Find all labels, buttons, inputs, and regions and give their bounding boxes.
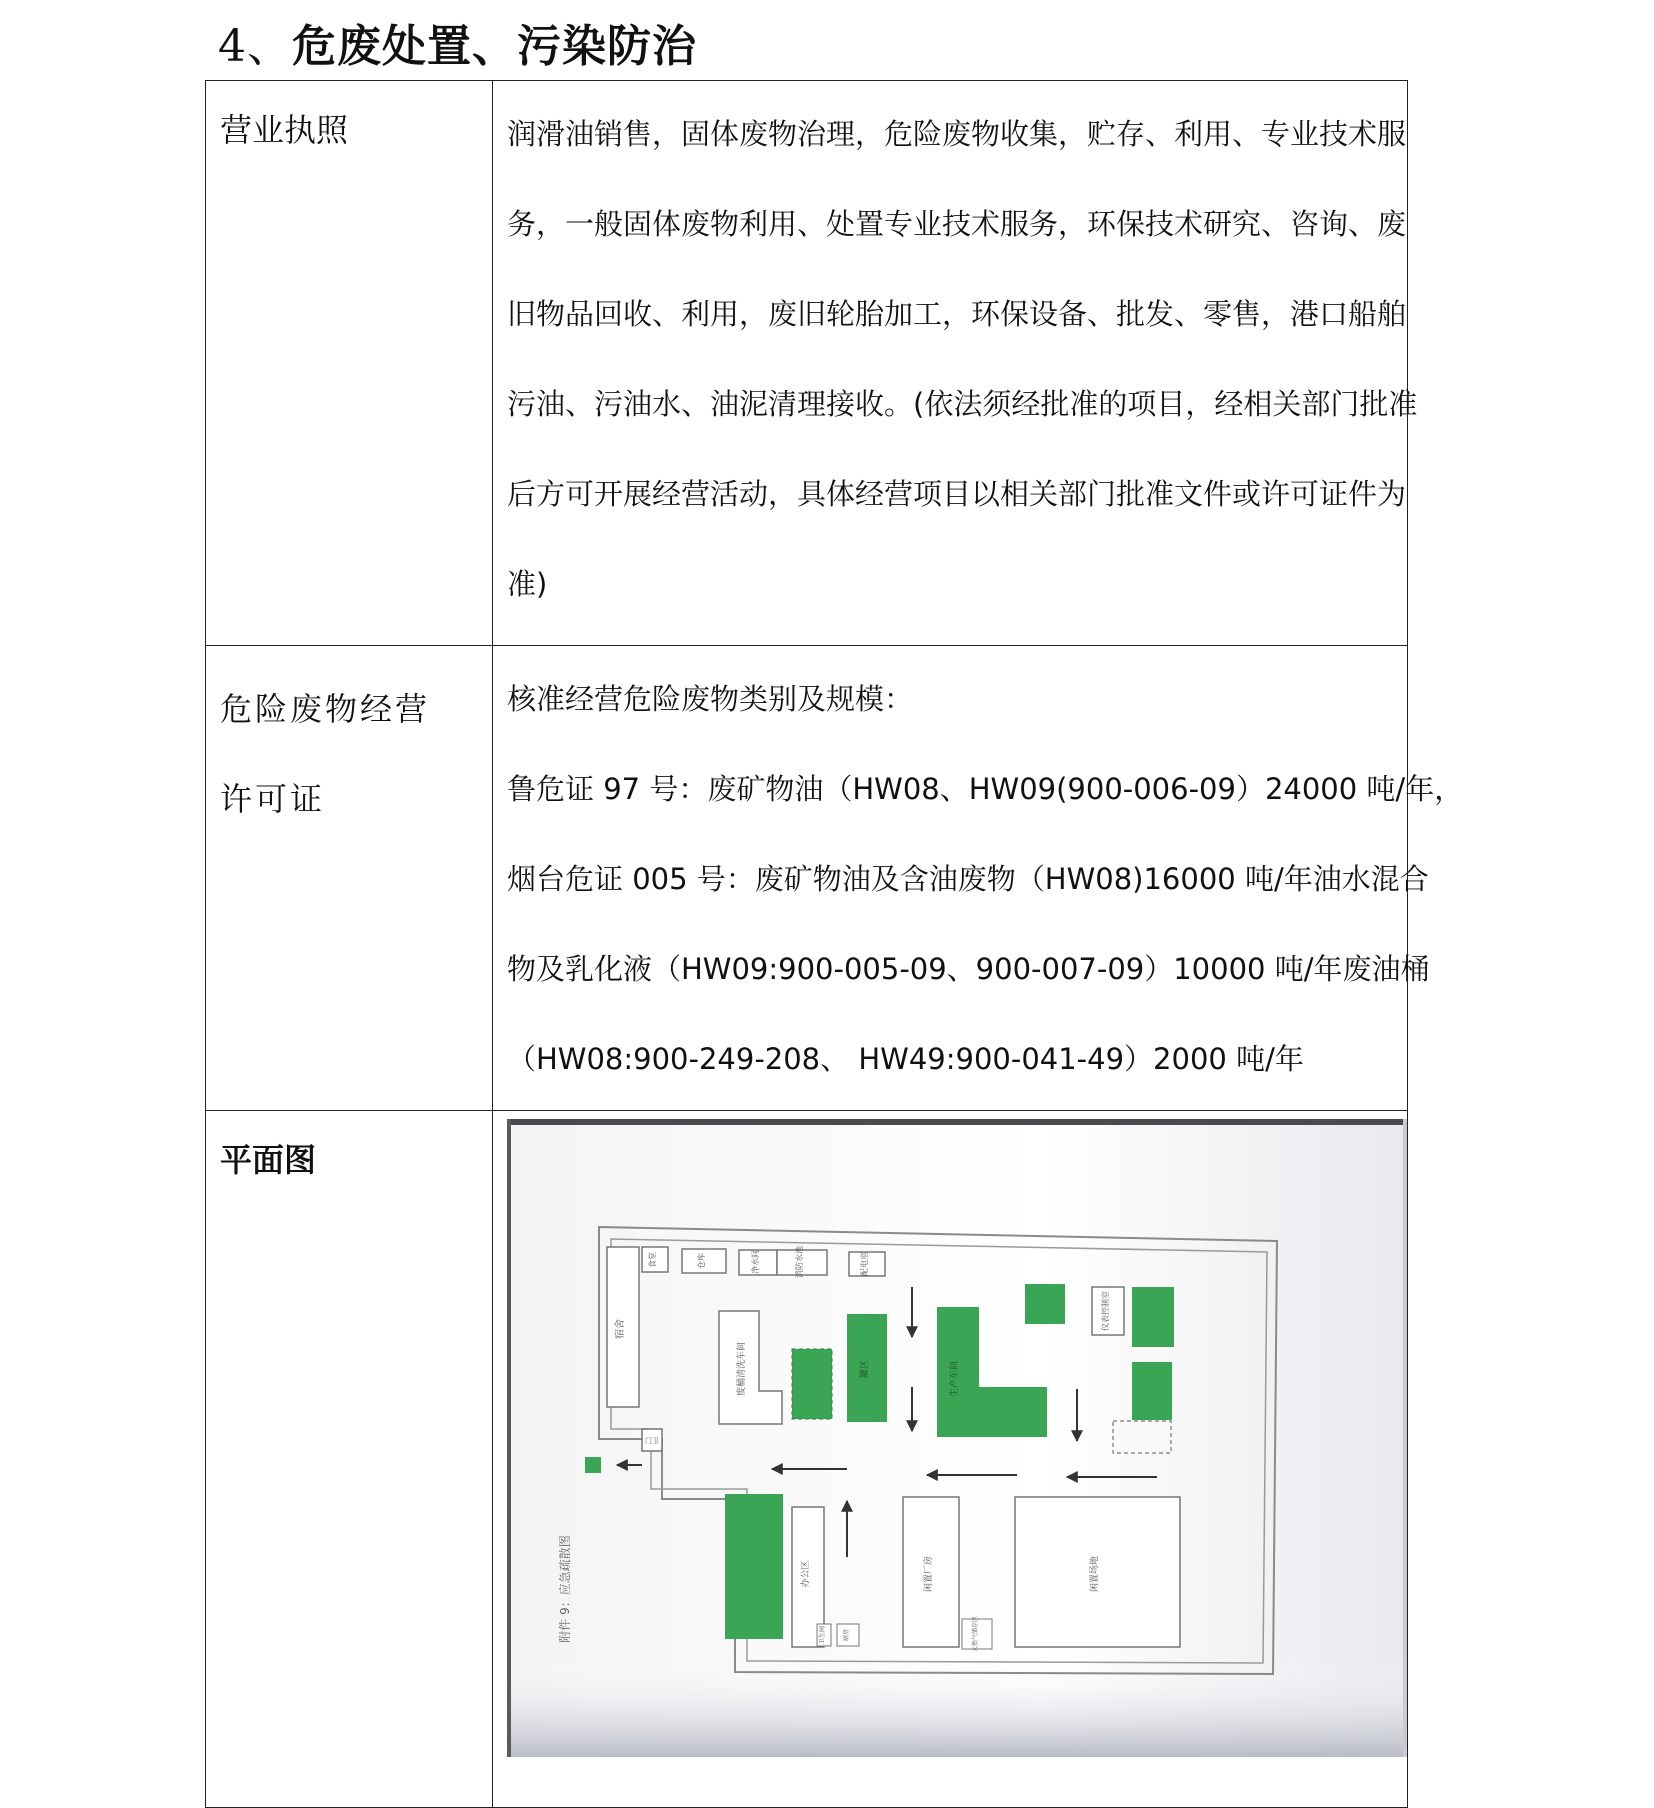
row-content [493, 81, 1418, 646]
content-line: 润滑油销售，固体废物治理，危险废物收集，贮存、利用、专业技术服 [507, 117, 1407, 151]
row-label [206, 646, 493, 1111]
svg-text:厨房: 厨房 [843, 1628, 850, 1642]
svg-text:卫生间: 卫生间 [819, 1625, 826, 1645]
content-line: 鲁危证 97 号：废矿物油（HW08、HW09(900-006-09）24000 吨/年， [507, 772, 1464, 806]
svg-text:宿舍: 宿舍 [615, 1319, 626, 1339]
svg-text:生产车间: 生产车间 [950, 1360, 960, 1398]
section-heading [218, 10, 697, 74]
svg-text:天然气储存区: 天然气储存区 [972, 1615, 979, 1653]
table-row [206, 81, 1408, 646]
svg-text:消防水池: 消防水池 [795, 1246, 804, 1278]
content-line: 污油、污油水、油泥清理接收。(依法须经批准的项目，经相关部门批准 [507, 387, 1418, 421]
content-line: 旧物品回收、利用，废旧轮胎加工，环保设备、批发、零售，港口船舶 [507, 297, 1407, 331]
svg-text:仪表控制室: 仪表控制室 [1101, 1291, 1110, 1331]
content-line: 物及乳化液（HW09:900-005-09、900-007-09）10000 吨/年废油桶 [507, 952, 1430, 986]
svg-text:闲置场地: 闲置场地 [1090, 1555, 1100, 1593]
content-line: 准) [507, 567, 548, 601]
svg-text:罐区: 罐区 [860, 1359, 870, 1379]
svg-text:净水间: 净水间 [751, 1250, 760, 1274]
info-table [205, 80, 1464, 1808]
content-line: （HW08:900-249-208、 HW49:900-041-49）2000 吨/年 [507, 1042, 1304, 1076]
floor-plan-image [507, 1119, 1407, 1757]
content-line: 烟台危证 005 号：废矿物油及含油废物（HW08)16000 吨/年油水混合 [507, 862, 1429, 896]
svg-text:配电室: 配电室 [860, 1252, 869, 1276]
label-line: 许可证 [220, 780, 326, 818]
content-line: 后方可开展经营活动，具体经营项目以相关部门批准文件或许可证件为 [507, 477, 1407, 511]
content-line: 务，一般固体废物利用、处置专业技术服务，环保技术研究、咨询、废 [507, 207, 1407, 241]
table-row [206, 646, 1408, 1111]
svg-text:废桶清洗车间: 废桶清洗车间 [737, 1341, 747, 1397]
table-row [206, 1111, 1408, 1808]
row-label: 营业执照 [206, 81, 493, 646]
row-label: 平面图 [206, 1111, 493, 1808]
label-line: 危险废物经营 [220, 690, 431, 728]
svg-text:办公区: 办公区 [801, 1560, 811, 1588]
row-content [493, 646, 1464, 1111]
svg-text:仓库: 仓库 [697, 1253, 706, 1269]
plan-caption: 附件 9：应急疏散图 [558, 1535, 572, 1643]
section-title: 危废处置、污染防治 [292, 21, 697, 72]
content-line: 核准经营危险废物类别及规模： [507, 682, 914, 716]
svg-text:食堂: 食堂 [648, 1252, 657, 1268]
floor-plan-cell [493, 1111, 1408, 1808]
section-number: 4、 [218, 21, 292, 72]
svg-text:门卫: 门卫 [645, 1437, 659, 1445]
svg-text:闲置厂房: 闲置厂房 [924, 1555, 934, 1593]
